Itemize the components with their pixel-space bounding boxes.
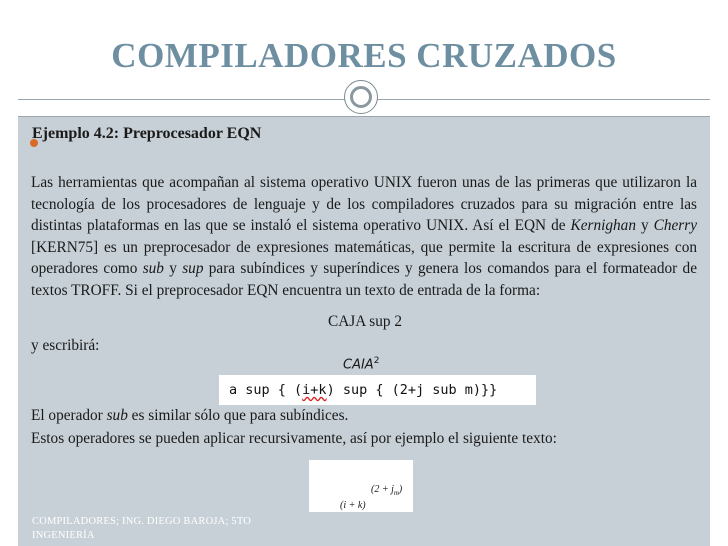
para-sub-keyword: sub — [142, 260, 164, 278]
sub-line-text: El operador — [31, 407, 107, 424]
input-example: CAJA sup 2 — [328, 313, 402, 330]
para-text: [KERN75] es un preprocesador de expresiones matemáticas, que permite la escritura de expresiones con operadores como — [31, 238, 697, 278]
code-part: a — [229, 382, 238, 398]
footer-text: COMPILADORES; ING. DIEGO BAROJA; 5TO INGENIERÍA — [32, 516, 252, 541]
ring-ornament-icon — [344, 80, 378, 114]
recursive-line: Estos operadores se pueden aplicar recursivamente, así por ejemplo el siguiente texto: — [31, 430, 557, 447]
example-heading: Ejemplo 4.2: Preprocesador EQN — [32, 125, 262, 142]
para-author-1: Kernighan — [570, 217, 636, 235]
formula-exp2-text: (2 + j — [371, 484, 394, 495]
sub-line-text: es similar sólo que para subíndices. — [127, 407, 349, 424]
output-exponent: 2 — [373, 356, 380, 366]
eqn-code-image — [219, 375, 536, 405]
output-base: CAIA — [343, 357, 374, 373]
code-part: sup { ( — [237, 382, 303, 398]
para-text: y — [635, 217, 654, 235]
right-margin — [710, 0, 728, 546]
output-intro: y escribirá: — [31, 337, 100, 354]
formula-exponent-1: (i + k) — [340, 500, 366, 511]
slide-title: COMPILADORES CRUZADOS — [111, 36, 617, 75]
left-margin — [0, 0, 18, 546]
output-formula — [343, 356, 379, 372]
para-sup-keyword: sup — [182, 260, 204, 278]
para-text: para subíndices y superíndices y genera los comandos para el formateador de textos TROFF. Si el preprocesador EQN encuentra un texto de entrada de la forma: — [31, 260, 697, 299]
code-part: ) sup { (2+j sub m)}} — [326, 382, 498, 398]
formula-exp2-close: ) — [398, 484, 403, 495]
para-text: y — [163, 260, 183, 278]
body-paragraph — [31, 172, 697, 302]
formula-exponent-2 — [371, 484, 402, 497]
formula-exp2-sub: m — [393, 489, 399, 497]
code-part-spellcheck: i+k — [302, 382, 327, 398]
para-author-2: Cherry — [653, 217, 697, 235]
para-text: Las herramientas que acompañan al sistema operativo UNIX fueron unas de las primeras que utilizaron la tecnología de los procesadores de lenguaje y de los compiladores cruzados para su migración entre las distintas plataformas en las que se instaló el sistema operativo UNIX. Así el EQN de — [31, 174, 697, 235]
sub-line-keyword: sub — [106, 407, 128, 424]
sub-operator-line — [31, 407, 348, 425]
